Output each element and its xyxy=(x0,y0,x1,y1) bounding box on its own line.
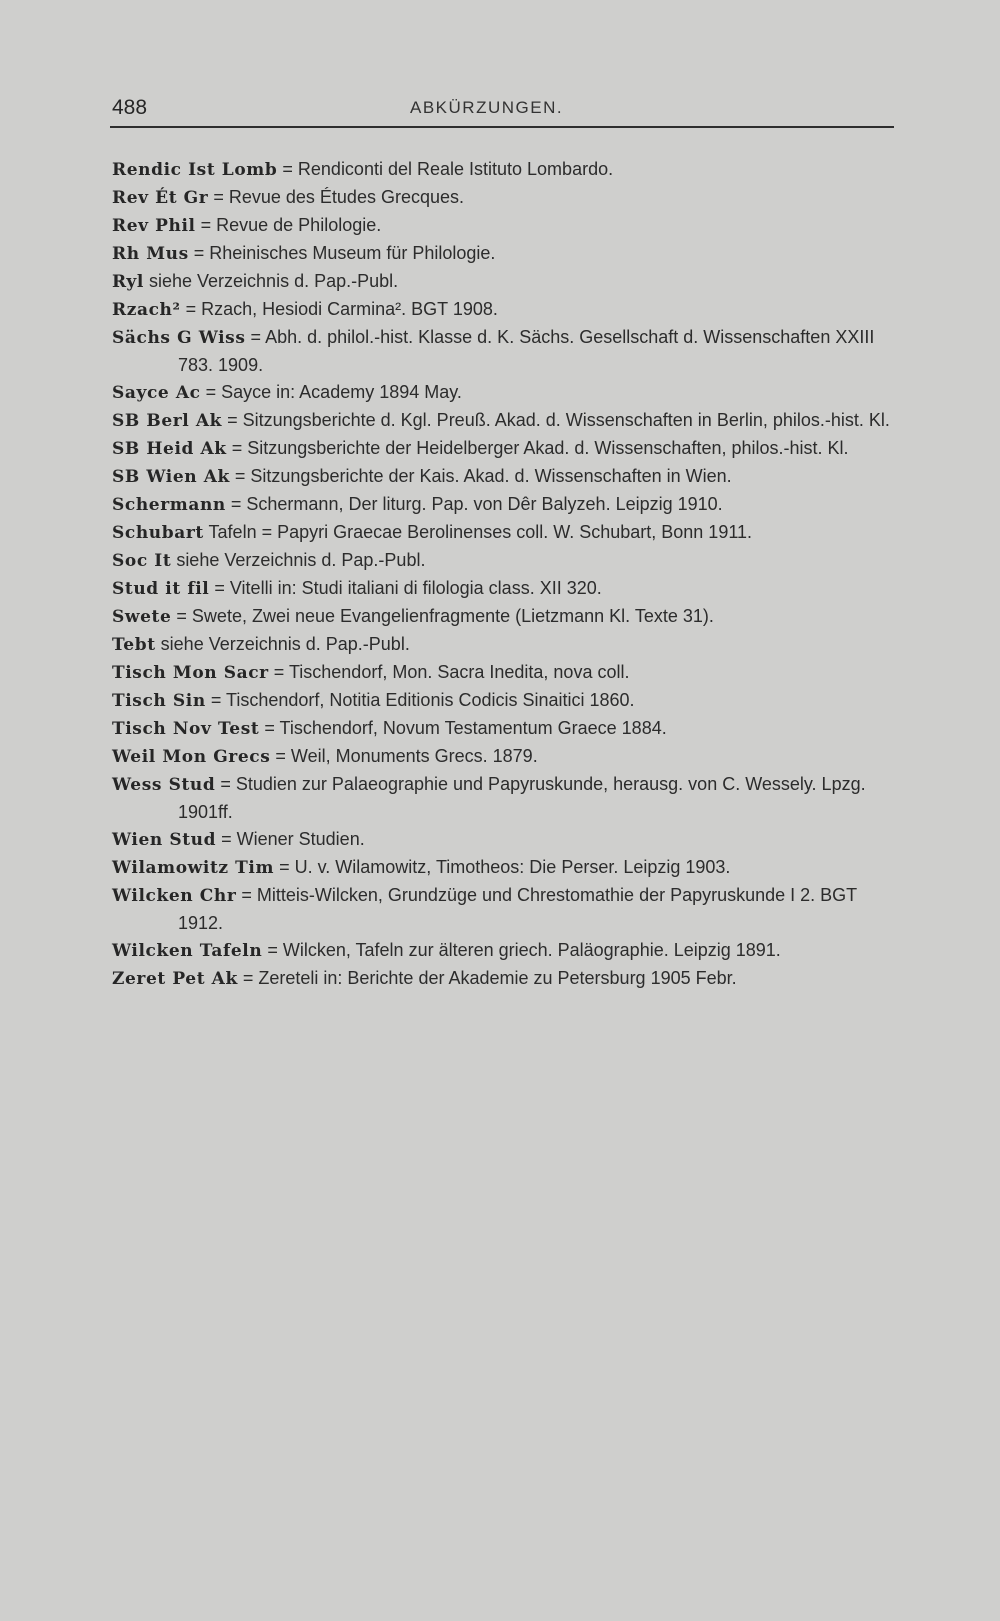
abbreviation-definition: Vitelli in: Studi italiani di filologia class. XII 320. xyxy=(229,578,602,598)
abbreviation-definition: Schermann, Der liturg. Pap. von Dêr Balyzeh. Leipzig 1910. xyxy=(246,494,723,514)
separator: = xyxy=(195,215,217,235)
abbreviation-term: SB Berl Ak xyxy=(112,411,223,431)
separator: = xyxy=(274,857,295,877)
abbreviation-definition: Tischendorf, Novum Testamentum Graece 1884. xyxy=(279,718,667,738)
abbreviation-definition: Zereteli in: Berichte der Akademie zu Petersburg 1905 Febr. xyxy=(258,968,737,988)
abbreviation-entry xyxy=(112,771,902,826)
abbreviation-definition: Studien zur Palaeographie und Papyruskunde, herausg. von C. Wessely. Lpzg. 1901ff. xyxy=(178,774,866,822)
separator: = xyxy=(236,885,257,905)
abbreviation-definition: siehe Verzeichnis d. Pap.-Publ. xyxy=(176,550,426,570)
abbreviation-entry xyxy=(112,324,902,379)
page-number: 488 xyxy=(112,96,148,119)
abbreviation-term: Tisch Sin xyxy=(112,691,206,711)
abbreviation-term: Tebt xyxy=(112,635,156,655)
separator: = xyxy=(208,187,229,207)
separator: = xyxy=(259,718,280,738)
abbreviation-definition: Tischendorf, Mon. Sacra Inedita, nova coll. xyxy=(288,662,630,682)
abbreviation-entry xyxy=(112,937,902,965)
page-header xyxy=(112,96,894,126)
abbreviation-entry xyxy=(112,240,902,268)
abbreviation-entry xyxy=(112,687,902,715)
abbreviation-term: Zeret Pet Ak xyxy=(112,969,238,989)
abbreviation-term: Rev Ét Gr xyxy=(112,188,209,208)
abbreviation-entry xyxy=(112,631,902,659)
abbreviation-definition: Wiener Studien. xyxy=(236,829,365,849)
abbreviation-term: Stud it fil xyxy=(112,579,210,599)
separator: = xyxy=(209,578,230,598)
abbreviation-definition: Swete, Zwei neue Evangelienfragmente (Lietzmann Kl. Texte 31). xyxy=(191,606,714,626)
abbreviation-definition: Revue de Philologie. xyxy=(216,215,382,235)
abbreviation-definition: Abh. d. philol.-hist. Klasse d. K. Sächs. Gesellschaft d. Wissenschaften XXIII 783. 1909. xyxy=(178,327,875,375)
abbreviation-entry xyxy=(112,659,902,687)
abbreviation-entry xyxy=(112,184,902,212)
abbreviation-term: Wilamowitz Tim xyxy=(112,858,275,878)
abbreviation-term: Rzach² xyxy=(112,300,181,320)
abbreviation-term: Ryl xyxy=(112,272,144,292)
abbreviation-definition: siehe Verzeichnis d. Pap.-Publ. xyxy=(148,271,399,291)
abbreviation-list xyxy=(112,156,902,993)
abbreviation-entry xyxy=(112,379,902,407)
abbreviation-term: Tisch Mon Sacr xyxy=(112,663,269,683)
abbreviation-definition: Rheinisches Museum für Philologie. xyxy=(209,243,496,263)
abbreviation-definition: Mitteis-Wilcken, Grundzüge und Chrestomathie der Papyruskunde I 2. BGT 1912. xyxy=(178,885,857,933)
abbreviation-definition: Rendiconti del Reale Istituto Lombardo. xyxy=(297,159,614,179)
abbreviation-entry xyxy=(112,156,902,184)
abbreviation-definition: Tafeln = Papyri Graecae Berolinenses coll. W. Schubart, Bonn 1911. xyxy=(208,522,753,542)
abbreviation-term: Rendic Ist Lomb xyxy=(112,160,278,180)
abbreviation-definition: Rzach, Hesiodi Carmina². BGT 1908. xyxy=(201,299,498,319)
abbreviation-definition: Sitzungsberichte d. Kgl. Preuß. Akad. d. Wissenschaften in Berlin, philos.-hist. Kl. xyxy=(242,410,890,430)
abbreviation-term: Wess Stud xyxy=(112,775,216,795)
separator: = xyxy=(222,410,243,430)
header-rule xyxy=(110,126,894,128)
abbreviation-entry xyxy=(112,826,902,854)
separator: = xyxy=(237,968,259,988)
abbreviation-term: SB Heid Ak xyxy=(112,439,227,459)
abbreviation-term: Schubart xyxy=(112,523,204,543)
abbreviation-term: Wilcken Tafeln xyxy=(112,941,263,961)
abbreviation-definition: Sitzungsberichte der Kais. Akad. d. Wissenschaften in Wien. xyxy=(250,466,732,486)
abbreviation-entry xyxy=(112,435,902,463)
abbreviation-definition: siehe Verzeichnis d. Pap.-Publ. xyxy=(160,634,410,654)
abbreviation-definition: Weil, Monuments Grecs. 1879. xyxy=(290,746,538,766)
abbreviation-entry xyxy=(112,575,902,603)
abbreviation-term: Wilcken Chr xyxy=(112,886,237,906)
separator: = xyxy=(180,299,202,319)
separator: = xyxy=(277,159,298,179)
running-head: ABKÜRZUNGEN. xyxy=(410,98,564,117)
abbreviation-term: Soc It xyxy=(112,551,172,571)
abbreviation-term: Sächs G Wiss xyxy=(112,328,246,348)
separator: = xyxy=(268,662,289,682)
separator: = xyxy=(229,466,251,486)
abbreviation-term: Rh Mus xyxy=(112,244,189,264)
separator: = xyxy=(225,494,247,514)
abbreviation-term: Sayce Ac xyxy=(112,383,201,403)
abbreviation-term: SB Wien Ak xyxy=(112,467,230,487)
abbreviation-entry xyxy=(112,407,902,435)
separator: = xyxy=(215,774,236,794)
abbreviation-term: Tisch Nov Test xyxy=(112,719,260,739)
abbreviation-entry xyxy=(112,296,902,324)
abbreviation-entry xyxy=(112,603,902,631)
abbreviation-definition: Sitzungsberichte der Heidelberger Akad. d. Wissenschaften, philos.-hist. Kl. xyxy=(247,438,849,458)
abbreviation-entry xyxy=(112,882,902,937)
abbreviation-term: Rev Phil xyxy=(112,216,196,236)
abbreviation-entry xyxy=(112,463,902,491)
abbreviation-definition: U. v. Wilamowitz, Timotheos: Die Perser. Leipzig 1903. xyxy=(294,857,731,877)
abbreviation-entry xyxy=(112,743,902,771)
abbreviation-entry xyxy=(112,547,902,575)
abbreviation-entry xyxy=(112,965,902,993)
abbreviation-definition: Revue des Études Grecques. xyxy=(228,187,464,207)
separator: = xyxy=(205,690,227,710)
abbreviation-term: Swete xyxy=(112,607,172,627)
separator: = xyxy=(171,606,192,626)
separator: = xyxy=(270,746,291,766)
abbreviation-definition: Wilcken, Tafeln zur älteren griech. Paläographie. Leipzig 1891. xyxy=(282,940,781,960)
separator: = xyxy=(200,382,222,402)
abbreviation-term: Weil Mon Grecs xyxy=(112,747,271,767)
abbreviation-definition: Tischendorf, Notitia Editionis Codicis Sinaitici 1860. xyxy=(226,690,635,710)
abbreviation-definition: Sayce in: Academy 1894 May. xyxy=(221,382,462,402)
abbreviation-entry xyxy=(112,854,902,882)
abbreviation-entry xyxy=(112,519,902,547)
abbreviation-term: Wien Stud xyxy=(112,830,217,850)
separator: = xyxy=(262,940,283,960)
separator: = xyxy=(188,243,210,263)
abbreviation-entry xyxy=(112,212,902,240)
separator: = xyxy=(245,327,266,347)
abbreviation-term: Schermann xyxy=(112,495,226,515)
abbreviation-entry xyxy=(112,715,902,743)
separator: = xyxy=(226,438,248,458)
abbreviation-entry xyxy=(112,491,902,519)
abbreviation-entry xyxy=(112,268,902,296)
separator: = xyxy=(216,829,237,849)
